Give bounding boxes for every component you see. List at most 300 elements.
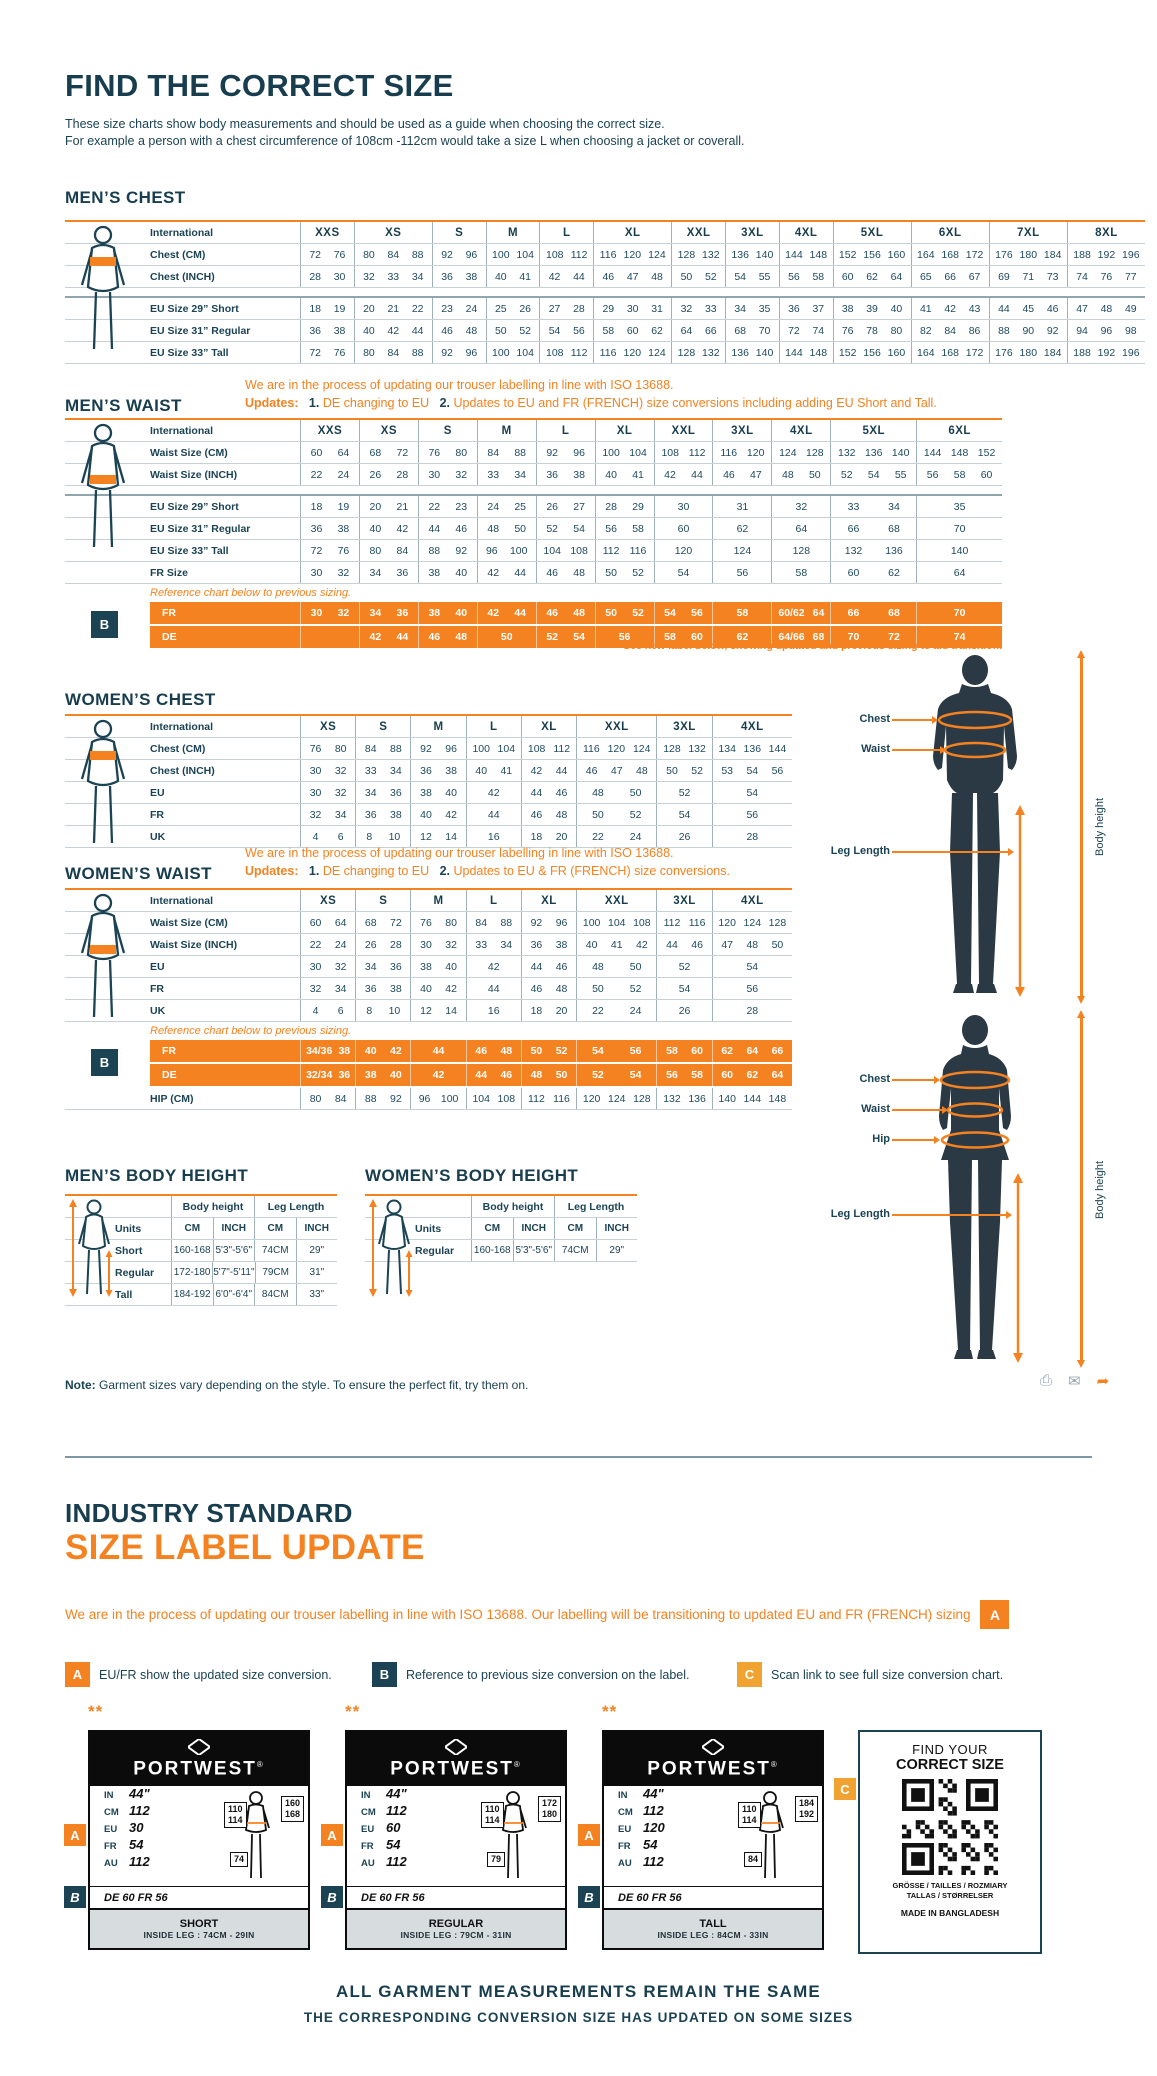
size-value: 100 <box>492 346 510 359</box>
size-cell <box>410 1064 465 1086</box>
size-value: 78 <box>866 324 878 337</box>
size-value: 140 <box>718 1092 736 1105</box>
size-value: 168 <box>941 248 959 261</box>
email-icon[interactable]: ✉ <box>1068 1373 1081 1390</box>
row-label: Regular <box>415 1244 455 1257</box>
size-system-value: 120 <box>643 1820 665 1835</box>
size-value: 56 <box>736 566 749 579</box>
size-value: 30 <box>310 566 323 579</box>
size-value: 54 <box>548 324 561 337</box>
size-value: 144 <box>743 1092 762 1105</box>
size-value: 108 <box>545 346 564 359</box>
size-cell <box>656 826 711 847</box>
size-cell <box>418 442 477 463</box>
brand-name: PORTWEST® <box>647 1758 779 1780</box>
size-cell <box>595 464 654 485</box>
row-label: EU Size 33” Tall <box>150 346 229 359</box>
size-value: 30 <box>626 302 639 315</box>
size-value: 72 <box>396 446 409 459</box>
card-figure <box>208 1790 304 1882</box>
size-value: 48 <box>500 1045 513 1057</box>
female-waist-label: Waist <box>861 1103 890 1115</box>
size-cell <box>432 320 486 341</box>
size-cell <box>355 1040 410 1062</box>
size-value: 144 <box>923 446 942 459</box>
size-value: 34 <box>500 938 513 951</box>
size-column-header: 4XL <box>712 716 792 737</box>
size-value: 64 <box>680 324 693 337</box>
size-value: 56 <box>746 982 759 995</box>
size-cell <box>593 244 671 265</box>
size-value: 26 <box>546 500 558 513</box>
size-cell <box>486 244 540 265</box>
size-value: 50 <box>666 764 678 777</box>
size-cell <box>410 804 465 825</box>
size-column-header: XXL <box>654 420 713 441</box>
size-value: 120 <box>718 916 736 929</box>
size-value: 112 <box>602 544 620 557</box>
size-cell <box>654 518 713 539</box>
size-value: 4 <box>312 830 319 843</box>
footer-statement-1: ALL GARMENT MEASUREMENTS REMAIN THE SAME <box>336 1982 821 2001</box>
print-icon[interactable]: ⎙ <box>1040 1372 1053 1389</box>
table-row <box>150 1064 792 1088</box>
size-value: 36 <box>338 1069 351 1081</box>
womens-waist-updates-note <box>245 864 730 878</box>
size-value: 132 <box>702 346 720 359</box>
size-value: 76 <box>337 544 350 557</box>
size-value: 84CM <box>254 1284 296 1305</box>
size-value: 80 <box>363 346 375 359</box>
size-value: 46 <box>530 982 543 995</box>
size-value: 44 <box>396 631 409 643</box>
size-column-header: S <box>355 716 410 737</box>
size-value: 69 <box>998 270 1010 283</box>
size-cell <box>779 266 833 287</box>
size-value: 40 <box>445 960 457 973</box>
mens-chest-table <box>65 220 1145 364</box>
size-value: 54 <box>746 786 759 799</box>
size-value: 80 <box>334 742 347 755</box>
reference-note: Reference chart below to previous sizing. <box>150 587 352 599</box>
size-value: 42 <box>445 982 457 995</box>
row-label: EU <box>150 960 165 973</box>
size-cell <box>466 978 521 999</box>
card-fit-title: SHORT <box>179 1918 219 1930</box>
size-column-header: 3XL <box>656 890 711 911</box>
size-cell <box>656 804 711 825</box>
size-value: 44 <box>998 302 1010 315</box>
size-value: 22 <box>592 830 604 843</box>
size-value: 96 <box>1100 324 1113 337</box>
size-cell <box>539 320 593 341</box>
height-figure-icon <box>67 1198 113 1298</box>
size-value: 62 <box>721 1045 734 1057</box>
size-value: 74CM <box>554 1240 596 1261</box>
update-2-text: Updates to EU & FR (FRENCH) size conversions. <box>453 864 730 878</box>
size-column-header: M <box>410 890 465 911</box>
size-column-header: 3XL <box>656 716 711 737</box>
size-system-label: IN <box>104 1790 114 1801</box>
size-cell <box>410 934 465 955</box>
size-cell <box>300 934 355 955</box>
size-cell <box>355 738 410 759</box>
size-value: 50 <box>605 566 617 579</box>
size-value: 44 <box>573 270 585 283</box>
size-value: 96 <box>445 742 457 755</box>
size-value: 60 <box>721 1069 734 1081</box>
size-value: 48 <box>592 786 604 799</box>
size-value: 62 <box>866 270 878 283</box>
size-value: 124 <box>779 446 797 459</box>
size-value: 44 <box>530 960 543 973</box>
size-value: 140 <box>755 346 774 359</box>
size-cell <box>300 266 354 287</box>
size-cell <box>410 782 465 803</box>
size-value: 45 <box>1022 302 1035 315</box>
size-value: 42 <box>664 468 676 481</box>
size-value: 52 <box>592 1069 604 1081</box>
size-value: 128 <box>633 1092 651 1105</box>
size-value: 64 <box>812 607 825 619</box>
size-cell <box>779 320 833 341</box>
female-silhouette <box>900 1012 1050 1368</box>
size-cell <box>576 804 656 825</box>
size-value: 39 <box>866 302 878 315</box>
size-value: 108 <box>545 248 564 261</box>
size-column-header: 3XL <box>712 420 771 441</box>
table-row <box>65 342 1145 364</box>
height-range-box: 172 180 <box>538 1796 561 1822</box>
size-column-header: L <box>536 420 595 441</box>
size-cell <box>521 1064 576 1086</box>
size-value: 66 <box>847 522 860 535</box>
size-system-label: CM <box>361 1807 376 1818</box>
size-value: 72 <box>390 916 402 929</box>
womens-waist-iso-note: We are in the process of updating our trouser labelling in line with ISO 13688. <box>245 846 674 860</box>
size-value: 58 <box>812 270 825 283</box>
size-value: 96 <box>465 346 478 359</box>
size-value: 32 <box>334 764 347 777</box>
registered-mark: ® <box>513 1760 522 1770</box>
size-cell <box>466 826 521 847</box>
size-label-card <box>584 1730 824 1950</box>
size-value: 72 <box>310 544 323 557</box>
size-cell <box>576 782 656 803</box>
size-value: 40 <box>363 324 375 337</box>
size-value: 48 <box>573 607 585 619</box>
size-cell <box>486 320 540 341</box>
size-value: 40 <box>494 270 507 283</box>
size-cell <box>771 602 830 624</box>
size-value: 60 <box>310 446 323 459</box>
intro-line-2: For example a person with a chest circumference of 108cm -112cm would take a size L when choosing a jacket or coverall. <box>65 134 745 148</box>
size-value: 148 <box>768 1092 787 1105</box>
size-value: 10 <box>388 1004 401 1017</box>
size-system-label: IN <box>361 1790 371 1801</box>
size-value: 42 <box>369 631 382 643</box>
badge-c-icon: C <box>737 1662 762 1687</box>
size-value: 100 <box>509 544 528 557</box>
size-cell <box>712 782 792 803</box>
size-value: 62 <box>736 631 749 643</box>
size-system-value: 44" <box>386 1786 407 1801</box>
size-value: 136 <box>864 446 883 459</box>
size-value: 52 <box>519 324 532 337</box>
male-measurement-figure <box>828 652 1153 1012</box>
size-cell <box>671 298 725 319</box>
size-column-header: 8XL <box>1067 222 1145 243</box>
size-value: 37 <box>812 302 825 315</box>
size-cell <box>300 1000 355 1021</box>
size-value: 152 <box>977 446 996 459</box>
size-value: 56 <box>926 468 939 481</box>
size-cell <box>466 1040 521 1062</box>
table-row <box>65 912 792 934</box>
size-value: 94 <box>1076 324 1088 337</box>
size-cell <box>536 518 595 539</box>
size-value: 40 <box>890 302 903 315</box>
female-hip-label: Hip <box>872 1133 890 1145</box>
size-value: 64/66 <box>778 631 805 643</box>
size-value: 68 <box>888 522 900 535</box>
size-value: 67 <box>968 270 981 283</box>
size-value: 46 <box>602 270 615 283</box>
table-row <box>65 540 1002 562</box>
size-value: 112 <box>688 446 706 459</box>
size-value: 44 <box>411 324 424 337</box>
row-label: Waist Size (INCH) <box>150 938 238 951</box>
size-value: 52 <box>704 270 717 283</box>
size-value: 132 <box>702 248 720 261</box>
size-value: 92 <box>441 248 453 261</box>
size-value: 42 <box>487 607 500 619</box>
size-value: 36 <box>396 607 409 619</box>
row-groups <box>300 540 1002 561</box>
size-value: 30 <box>309 960 322 973</box>
size-value: 152 <box>838 248 857 261</box>
size-cell <box>916 602 1002 624</box>
size-cell <box>771 442 830 463</box>
diamond-logo-icon <box>188 1739 210 1755</box>
size-value: 42 <box>944 302 957 315</box>
size-cell <box>712 464 771 485</box>
size-value: 136 <box>688 1092 706 1105</box>
size-value: 160-168 <box>471 1240 513 1261</box>
card-footer <box>604 1908 822 1948</box>
size-cell <box>712 442 771 463</box>
row-label: Waist Size (CM) <box>150 446 228 459</box>
size-value: 128 <box>792 544 811 557</box>
page-title: FIND THE CORRECT SIZE <box>65 68 454 103</box>
row-groups <box>300 1088 792 1109</box>
qr-code[interactable] <box>902 1779 998 1875</box>
size-value: 28 <box>396 468 409 481</box>
size-cell <box>830 464 916 485</box>
size-cell <box>656 1088 711 1109</box>
size-cell <box>1067 298 1145 319</box>
badge-b-icon: B <box>372 1662 397 1687</box>
size-value: 46 <box>455 522 468 535</box>
size-value: 36 <box>530 938 543 951</box>
size-value: 42 <box>387 324 400 337</box>
size-value: 32 <box>455 468 468 481</box>
size-value: 49 <box>1124 302 1137 315</box>
size-column-header: S <box>432 222 486 243</box>
size-value: 70 <box>758 324 771 337</box>
row-label: EU Size 29” Short <box>150 302 239 315</box>
size-value: 136 <box>731 248 749 261</box>
size-cell <box>712 1064 792 1086</box>
size-value: 76 <box>333 248 346 261</box>
size-value: 34 <box>364 960 377 973</box>
size-value: 38 <box>390 808 402 821</box>
size-value: 100 <box>440 1092 459 1105</box>
size-value: 14 <box>445 1004 457 1017</box>
row-label: FR <box>162 607 176 619</box>
size-column-header: 7XL <box>989 222 1067 243</box>
size-value: 60 <box>309 916 322 929</box>
card-size-list <box>327 1786 565 1886</box>
size-value: 58 <box>666 1045 678 1057</box>
size-value: 172 <box>965 248 984 261</box>
size-cell <box>410 956 465 977</box>
size-value: 128 <box>663 742 681 755</box>
size-cell <box>654 540 713 561</box>
size-value: 40 <box>364 1045 377 1057</box>
size-value: 50 <box>629 786 642 799</box>
size-system-label: AU <box>104 1858 118 1869</box>
size-column-header: M <box>477 420 536 441</box>
size-value: 38 <box>420 960 432 973</box>
size-value: 36 <box>441 270 453 283</box>
size-cell <box>654 602 713 624</box>
size-value: 52 <box>629 982 642 995</box>
row-label: UK <box>150 830 166 843</box>
badge-a-icon: A <box>980 1600 1009 1629</box>
size-value: 71 <box>1022 270 1035 283</box>
size-cell <box>359 518 418 539</box>
size-cell <box>712 496 771 517</box>
card-fit-title: REGULAR <box>428 1918 484 1930</box>
chest-arrow <box>892 719 936 721</box>
size-cell <box>466 804 521 825</box>
units-label: Units <box>415 1222 442 1235</box>
size-cell <box>712 978 792 999</box>
waist-size-box: 110 114 <box>738 1802 761 1828</box>
size-value: 192 <box>1097 248 1116 261</box>
size-cell <box>466 738 521 759</box>
size-cell <box>410 1000 465 1021</box>
size-cell <box>477 464 536 485</box>
table-header-row <box>65 888 792 912</box>
size-value: 38 <box>333 324 346 337</box>
size-value: 50 <box>500 631 513 643</box>
size-cell <box>712 934 792 955</box>
previous-sizing-row <box>327 1886 565 1908</box>
male-body-height-label: Body height <box>1094 797 1106 857</box>
size-cell <box>521 804 576 825</box>
size-cell <box>477 518 536 539</box>
size-value: 82 <box>919 324 932 337</box>
card-size-list <box>584 1786 822 1886</box>
size-cell <box>466 760 521 781</box>
size-system-label: AU <box>618 1858 632 1869</box>
row-groups <box>300 1000 792 1021</box>
size-cell <box>539 266 593 287</box>
stars-marker: ** <box>88 1702 104 1721</box>
legend-text: Reference to previous size conversion on the label. <box>406 1667 690 1682</box>
size-value: 30 <box>420 938 432 951</box>
size-column-header: L <box>539 222 593 243</box>
badge-a-icon: A <box>578 1824 600 1846</box>
size-cell <box>656 782 711 803</box>
size-cell <box>595 562 654 583</box>
size-value: 112 <box>570 248 588 261</box>
body-outline-icon <box>73 423 139 549</box>
size-cell <box>300 464 359 485</box>
size-system-label: EU <box>361 1824 375 1835</box>
size-cell <box>656 1000 711 1021</box>
size-value: 38 <box>555 938 568 951</box>
size-value: 46 <box>546 566 558 579</box>
size-value: 55 <box>894 468 907 481</box>
size-value: 28 <box>573 302 585 315</box>
share-icon[interactable]: ➦ <box>1096 1373 1110 1390</box>
size-cell <box>712 1088 792 1109</box>
size-value: 54 <box>677 566 690 579</box>
update-1-text: DE changing to EU <box>322 396 430 410</box>
size-column-header: 5XL <box>830 420 916 441</box>
size-value: 148 <box>809 346 828 359</box>
size-value: 36 <box>364 982 377 995</box>
row-groups <box>300 298 1145 319</box>
height-figure-icon <box>367 1198 413 1298</box>
size-cell <box>300 760 355 781</box>
size-value: 92 <box>530 916 543 929</box>
header-groups <box>300 890 792 911</box>
row-label: Waist Size (INCH) <box>150 468 238 481</box>
male-leg-length-label: Leg Length <box>830 845 890 857</box>
size-value: 38 <box>428 607 441 619</box>
row-groups <box>300 826 792 847</box>
size-cell <box>354 320 432 341</box>
size-cell <box>654 442 713 463</box>
qr-card <box>840 1730 1042 1954</box>
male-chest-label: Chest <box>859 713 890 725</box>
size-cell <box>521 782 576 803</box>
size-value: 66 <box>944 270 957 283</box>
size-cell <box>486 266 540 287</box>
size-value: 112 <box>663 916 681 929</box>
size-column-header: XS <box>354 222 432 243</box>
size-cell <box>359 496 418 517</box>
size-cell <box>712 1040 792 1062</box>
size-value: 23 <box>441 302 453 315</box>
size-cell <box>916 496 1002 517</box>
size-value: 62 <box>651 324 663 337</box>
size-value: 52 <box>629 808 642 821</box>
size-value: 68 <box>812 631 825 643</box>
size-system-label: IN <box>618 1790 628 1801</box>
size-system-value: 112 <box>129 1803 150 1818</box>
size-value: 43 <box>968 302 981 315</box>
size-value: 96 <box>465 248 478 261</box>
size-value: 34 <box>514 468 527 481</box>
size-value: 14 <box>445 830 457 843</box>
size-value: 72 <box>309 346 322 359</box>
size-cell <box>300 320 354 341</box>
